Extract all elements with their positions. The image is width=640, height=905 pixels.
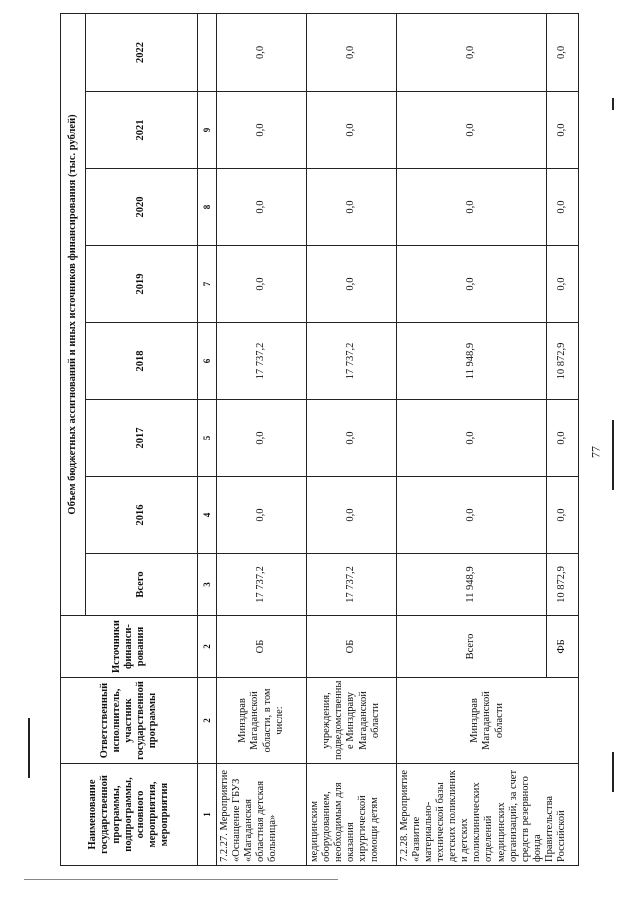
row-value: 0,0 — [307, 169, 397, 246]
row-value: 0,0 — [397, 246, 547, 323]
rotated-table-frame — [60, 14, 585, 866]
row-total: 17 737,2 — [217, 554, 307, 616]
column-number: 5 — [198, 400, 217, 477]
scan-noise — [612, 752, 614, 792]
scan-noise — [28, 718, 30, 778]
row-value: 0,0 — [217, 13, 307, 91]
row-source: ОБ — [217, 616, 307, 678]
row-value: 0,0 — [307, 477, 397, 554]
row-source: Всего — [397, 616, 547, 678]
column-number: 7 — [198, 246, 217, 323]
row-value: 0,0 — [307, 400, 397, 477]
row-value: 0,0 — [217, 477, 307, 554]
column-number: 2 — [198, 678, 217, 764]
row-total: 11 948,9 — [397, 554, 547, 616]
row-value: 0,0 — [547, 13, 579, 91]
page-number: 77 — [588, 446, 603, 458]
row-value: 0,0 — [307, 246, 397, 323]
row-value: 11 948,9 — [397, 323, 547, 400]
row-value: 0,0 — [397, 13, 547, 91]
row-value: 0,0 — [217, 400, 307, 477]
scan-bottom-line — [24, 879, 338, 880]
row-value: 0,0 — [217, 169, 307, 246]
header-total: Всего — [86, 554, 198, 616]
row-name: 7.2.27. Мероприятие «Оснащение ГБУЗ «Магаданская областная детская больница» — [217, 764, 307, 866]
row-value: 0,0 — [547, 169, 579, 246]
row-source: ОБ — [307, 616, 397, 678]
row-name: медицинским оборудованием, необходимым для оказания хирургической помощи детям — [307, 764, 397, 866]
financing-table — [60, 13, 579, 866]
header-year: 2019 — [86, 246, 198, 323]
table-row — [307, 13, 397, 865]
table-row — [397, 13, 547, 865]
header-year: 2016 — [86, 477, 198, 554]
row-value: 0,0 — [397, 92, 547, 169]
column-number — [198, 13, 217, 91]
row-value: 10 872,9 — [547, 323, 579, 400]
row-value: 0,0 — [547, 400, 579, 477]
column-number: 8 — [198, 169, 217, 246]
table-row — [217, 13, 307, 865]
row-source: ФБ — [547, 616, 579, 678]
row-value: 0,0 — [547, 246, 579, 323]
row-value: 0,0 — [307, 13, 397, 91]
row-value: 0,0 — [547, 477, 579, 554]
row-value: 0,0 — [307, 92, 397, 169]
row-name: 7.2.28. Мероприятие «Развитие материально-технической базы детских поликлиник и детских поликлинических отделений медицинских организаций, за счет средств резервного фонда Правительства Российской — [397, 764, 579, 866]
column-number: 2 — [198, 616, 217, 678]
row-total: 10 872,9 — [547, 554, 579, 616]
scan-noise — [612, 98, 614, 110]
row-value: 17 737,2 — [307, 323, 397, 400]
header-name: Наименование государственной программы, подпрограммы, основного мероприятия, мероприятия — [61, 764, 198, 866]
header-year: 2018 — [86, 323, 198, 400]
row-value: 0,0 — [547, 92, 579, 169]
row-executor: учреждения, подведомственны е Минздраву Магаданской области — [307, 678, 397, 764]
rotated-table-container — [60, 14, 585, 866]
row-value: 0,0 — [397, 477, 547, 554]
header-year: 2021 — [86, 92, 198, 169]
header-volume: Объем бюджетных ассигнований и иных источников финансирования (тыс. рублей) — [61, 13, 86, 615]
column-number: 3 — [198, 554, 217, 616]
header-year: 2017 — [86, 400, 198, 477]
scan-noise — [612, 420, 614, 490]
row-value: 0,0 — [217, 246, 307, 323]
header-year: 2020 — [86, 169, 198, 246]
column-number: 1 — [198, 764, 217, 866]
row-value: 0,0 — [217, 92, 307, 169]
row-value: 17 737,2 — [217, 323, 307, 400]
column-number: 6 — [198, 323, 217, 400]
row-executor: Минздрав Магаданской области, в том числе: — [217, 678, 307, 764]
row-executor: Минздрав Магаданской области — [397, 678, 579, 764]
row-value: 0,0 — [397, 400, 547, 477]
row-total: 17 737,2 — [307, 554, 397, 616]
header-executor: Ответственный исполнитель, участник государственной программы — [61, 678, 198, 764]
header-source: Источники финанси-рования — [61, 616, 198, 678]
column-number: 4 — [198, 477, 217, 554]
column-number: 9 — [198, 92, 217, 169]
row-value: 0,0 — [397, 169, 547, 246]
header-year: 2022 — [86, 13, 198, 91]
